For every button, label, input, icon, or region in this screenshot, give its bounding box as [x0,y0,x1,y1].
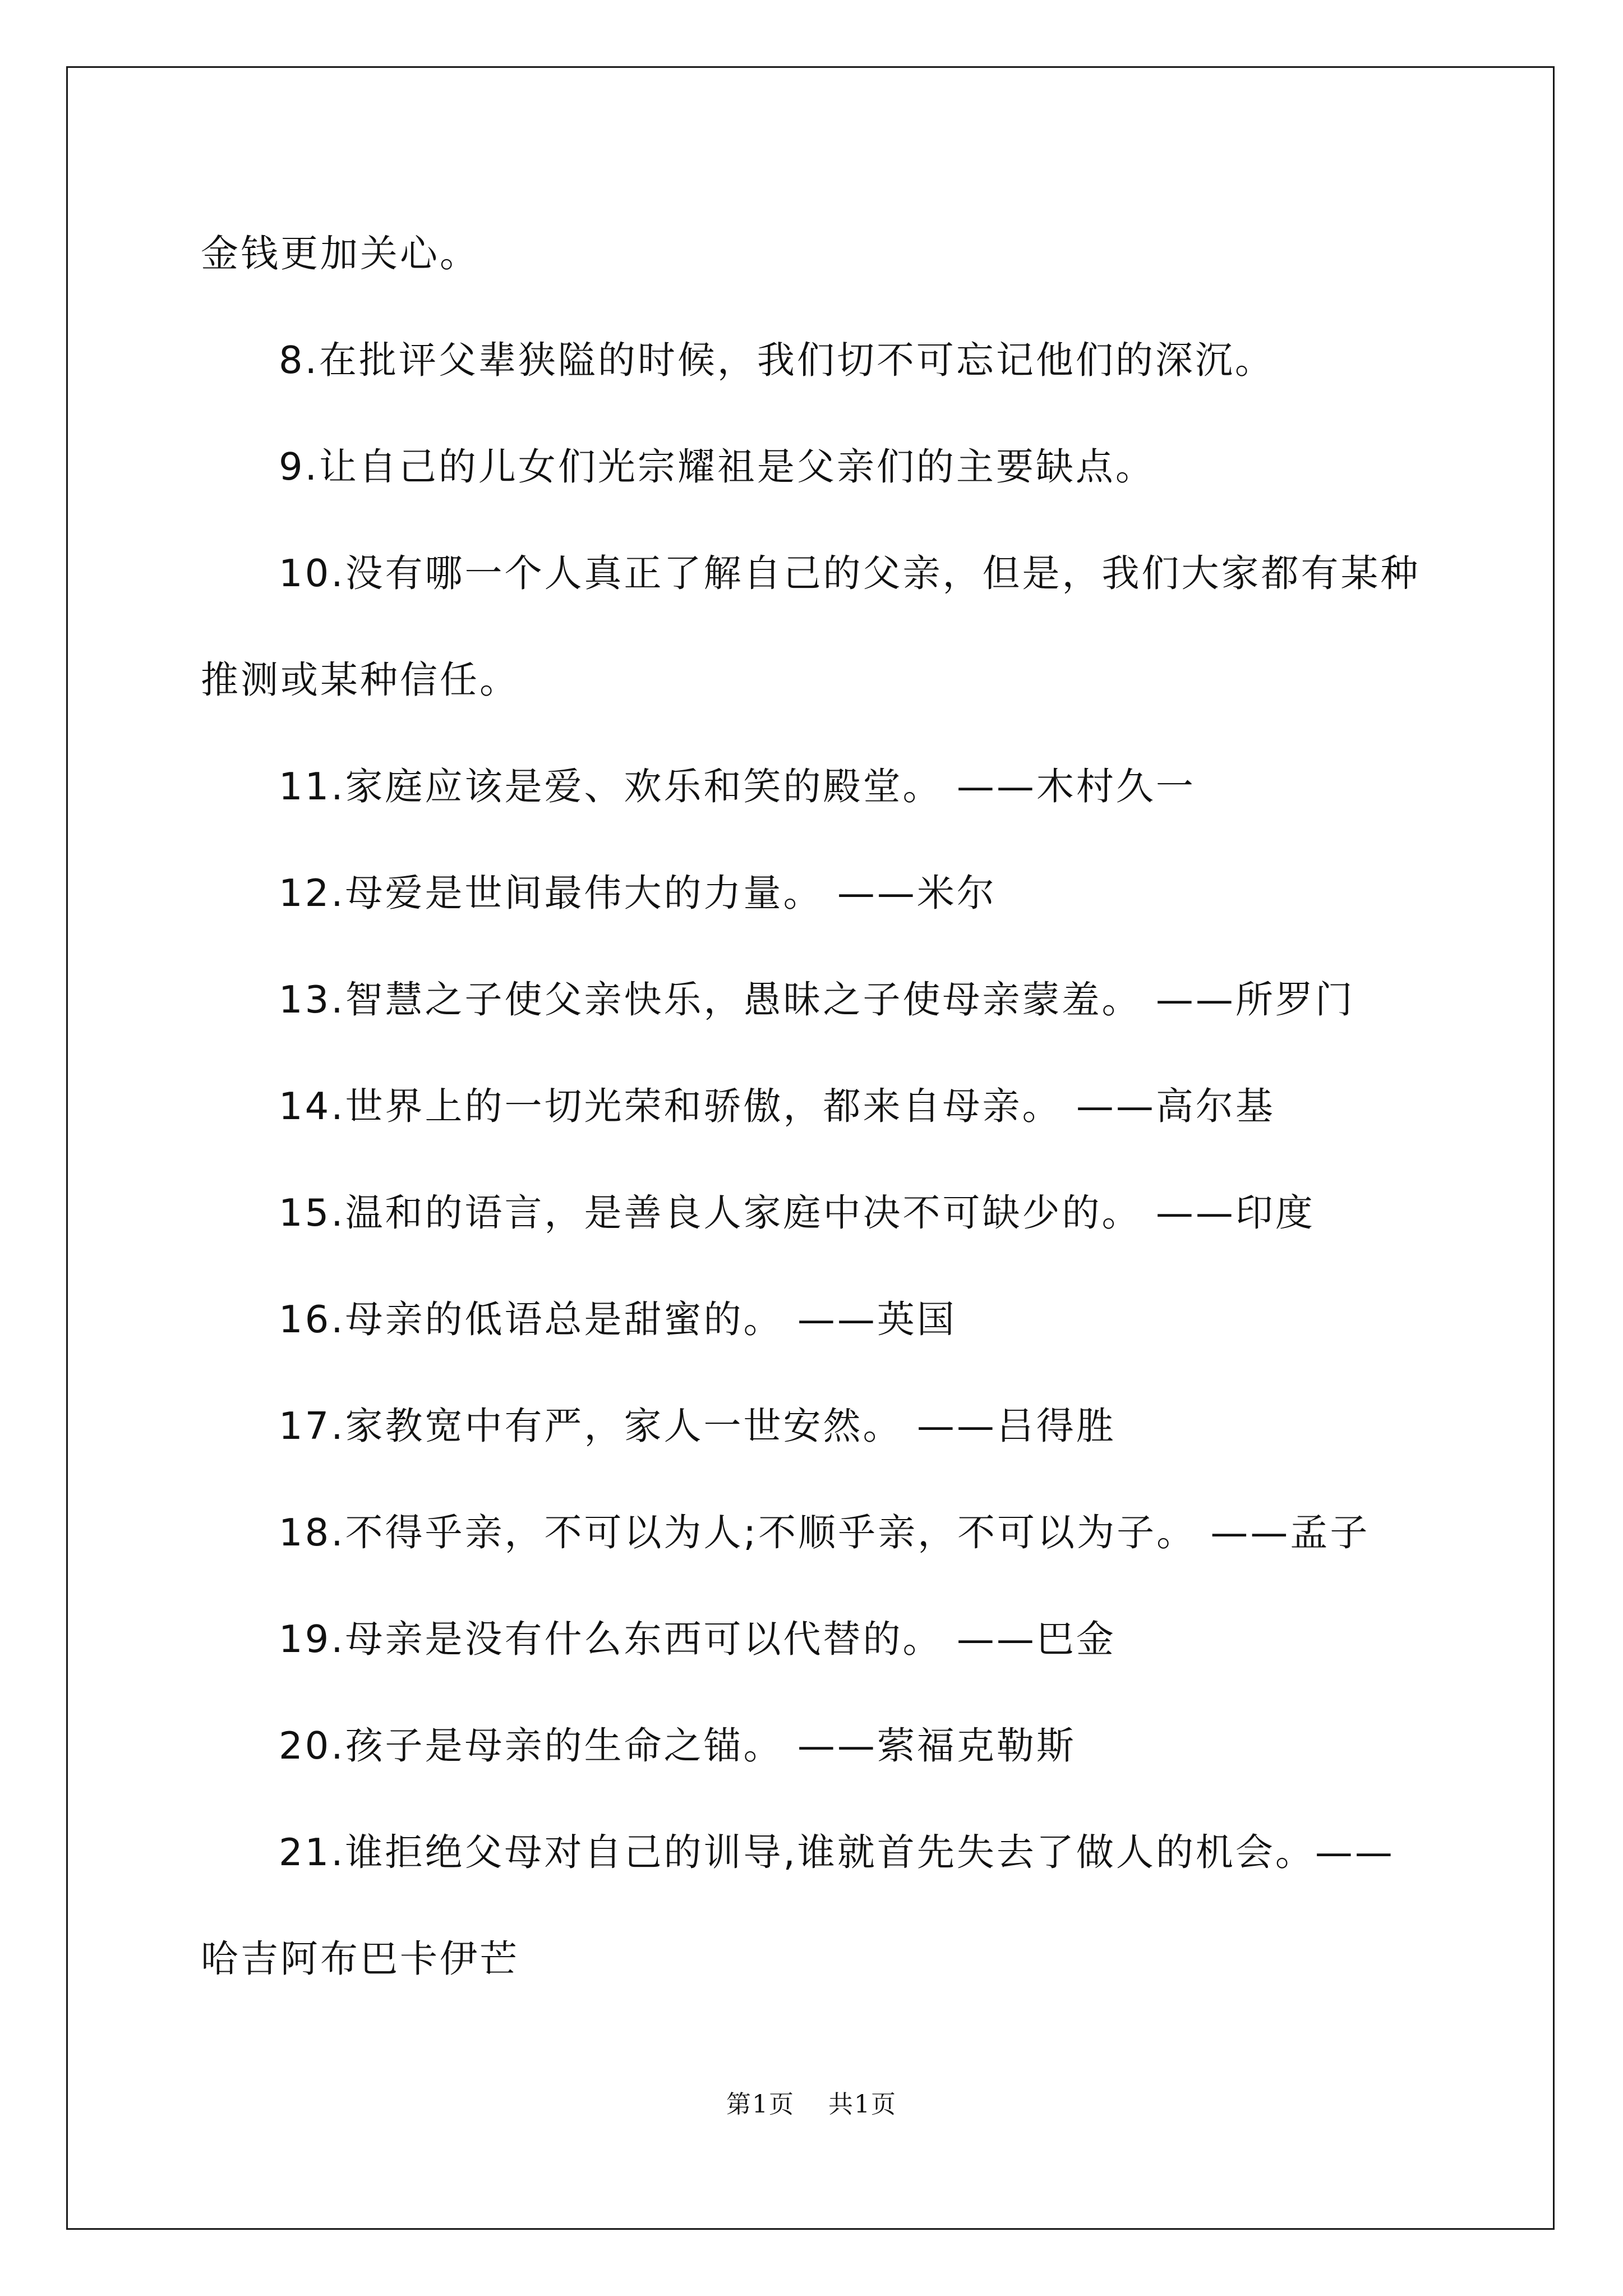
page-footer [0,2088,1623,2122]
quote-10-continuation: 推测或某种信任。 [201,658,519,702]
quote-18: 18.不得乎亲，不可以为人;不顺乎亲，不可以为子。 ——孟子 [279,1511,1370,1554]
quote-17: 17.家教宽中有严，家人一世安然。 ——吕得胜 [279,1404,1116,1448]
quote-12: 12.母爱是世间最伟大的力量。 ——米尔 [279,871,997,915]
quote-14: 14.世界上的一切光荣和骄傲，都来自母亲。 ——高尔基 [279,1084,1275,1128]
quote-9: 9.让自己的儿女们光宗耀祖是父亲们的主要缺点。 [279,445,1155,489]
page-total: 共1页 [828,2090,897,2119]
quote-11: 11.家庭应该是爱、欢乐和笑的殿堂。 ——木村久一 [279,765,1196,808]
quote-20: 20.孩子是母亲的生命之锚。 ——萦福克勒斯 [279,1724,1076,1768]
quote-13: 13.智慧之子使父亲快乐，愚昧之子使母亲蒙羞。 ——所罗门 [279,978,1355,1022]
page-border [66,66,1555,2230]
quote-8: 8.在批评父辈狭隘的时候，我们切不可忘记他们的深沉。 [279,338,1275,382]
quote-21-continuation: 哈吉阿布巴卡伊芒 [201,1937,519,1981]
page-number: 第1页 [726,2090,795,2119]
quote-10: 10.没有哪一个人真正了解自己的父亲，但是，我们大家都有某种 [279,551,1421,595]
quote-15: 15.温和的语言，是善良人家庭中决不可缺少的。 ——印度 [279,1191,1315,1235]
quote-19: 19.母亲是没有什么东西可以代替的。 ——巴金 [279,1617,1116,1661]
text-line-continuation: 金钱更加关心。 [201,232,479,275]
quote-16: 16.母亲的低语总是甜蜜的。 ——英国 [279,1297,957,1341]
quote-21: 21.谁拒绝父母对自己的训导,谁就首先失去了做人的机会。—— [279,1830,1395,1874]
